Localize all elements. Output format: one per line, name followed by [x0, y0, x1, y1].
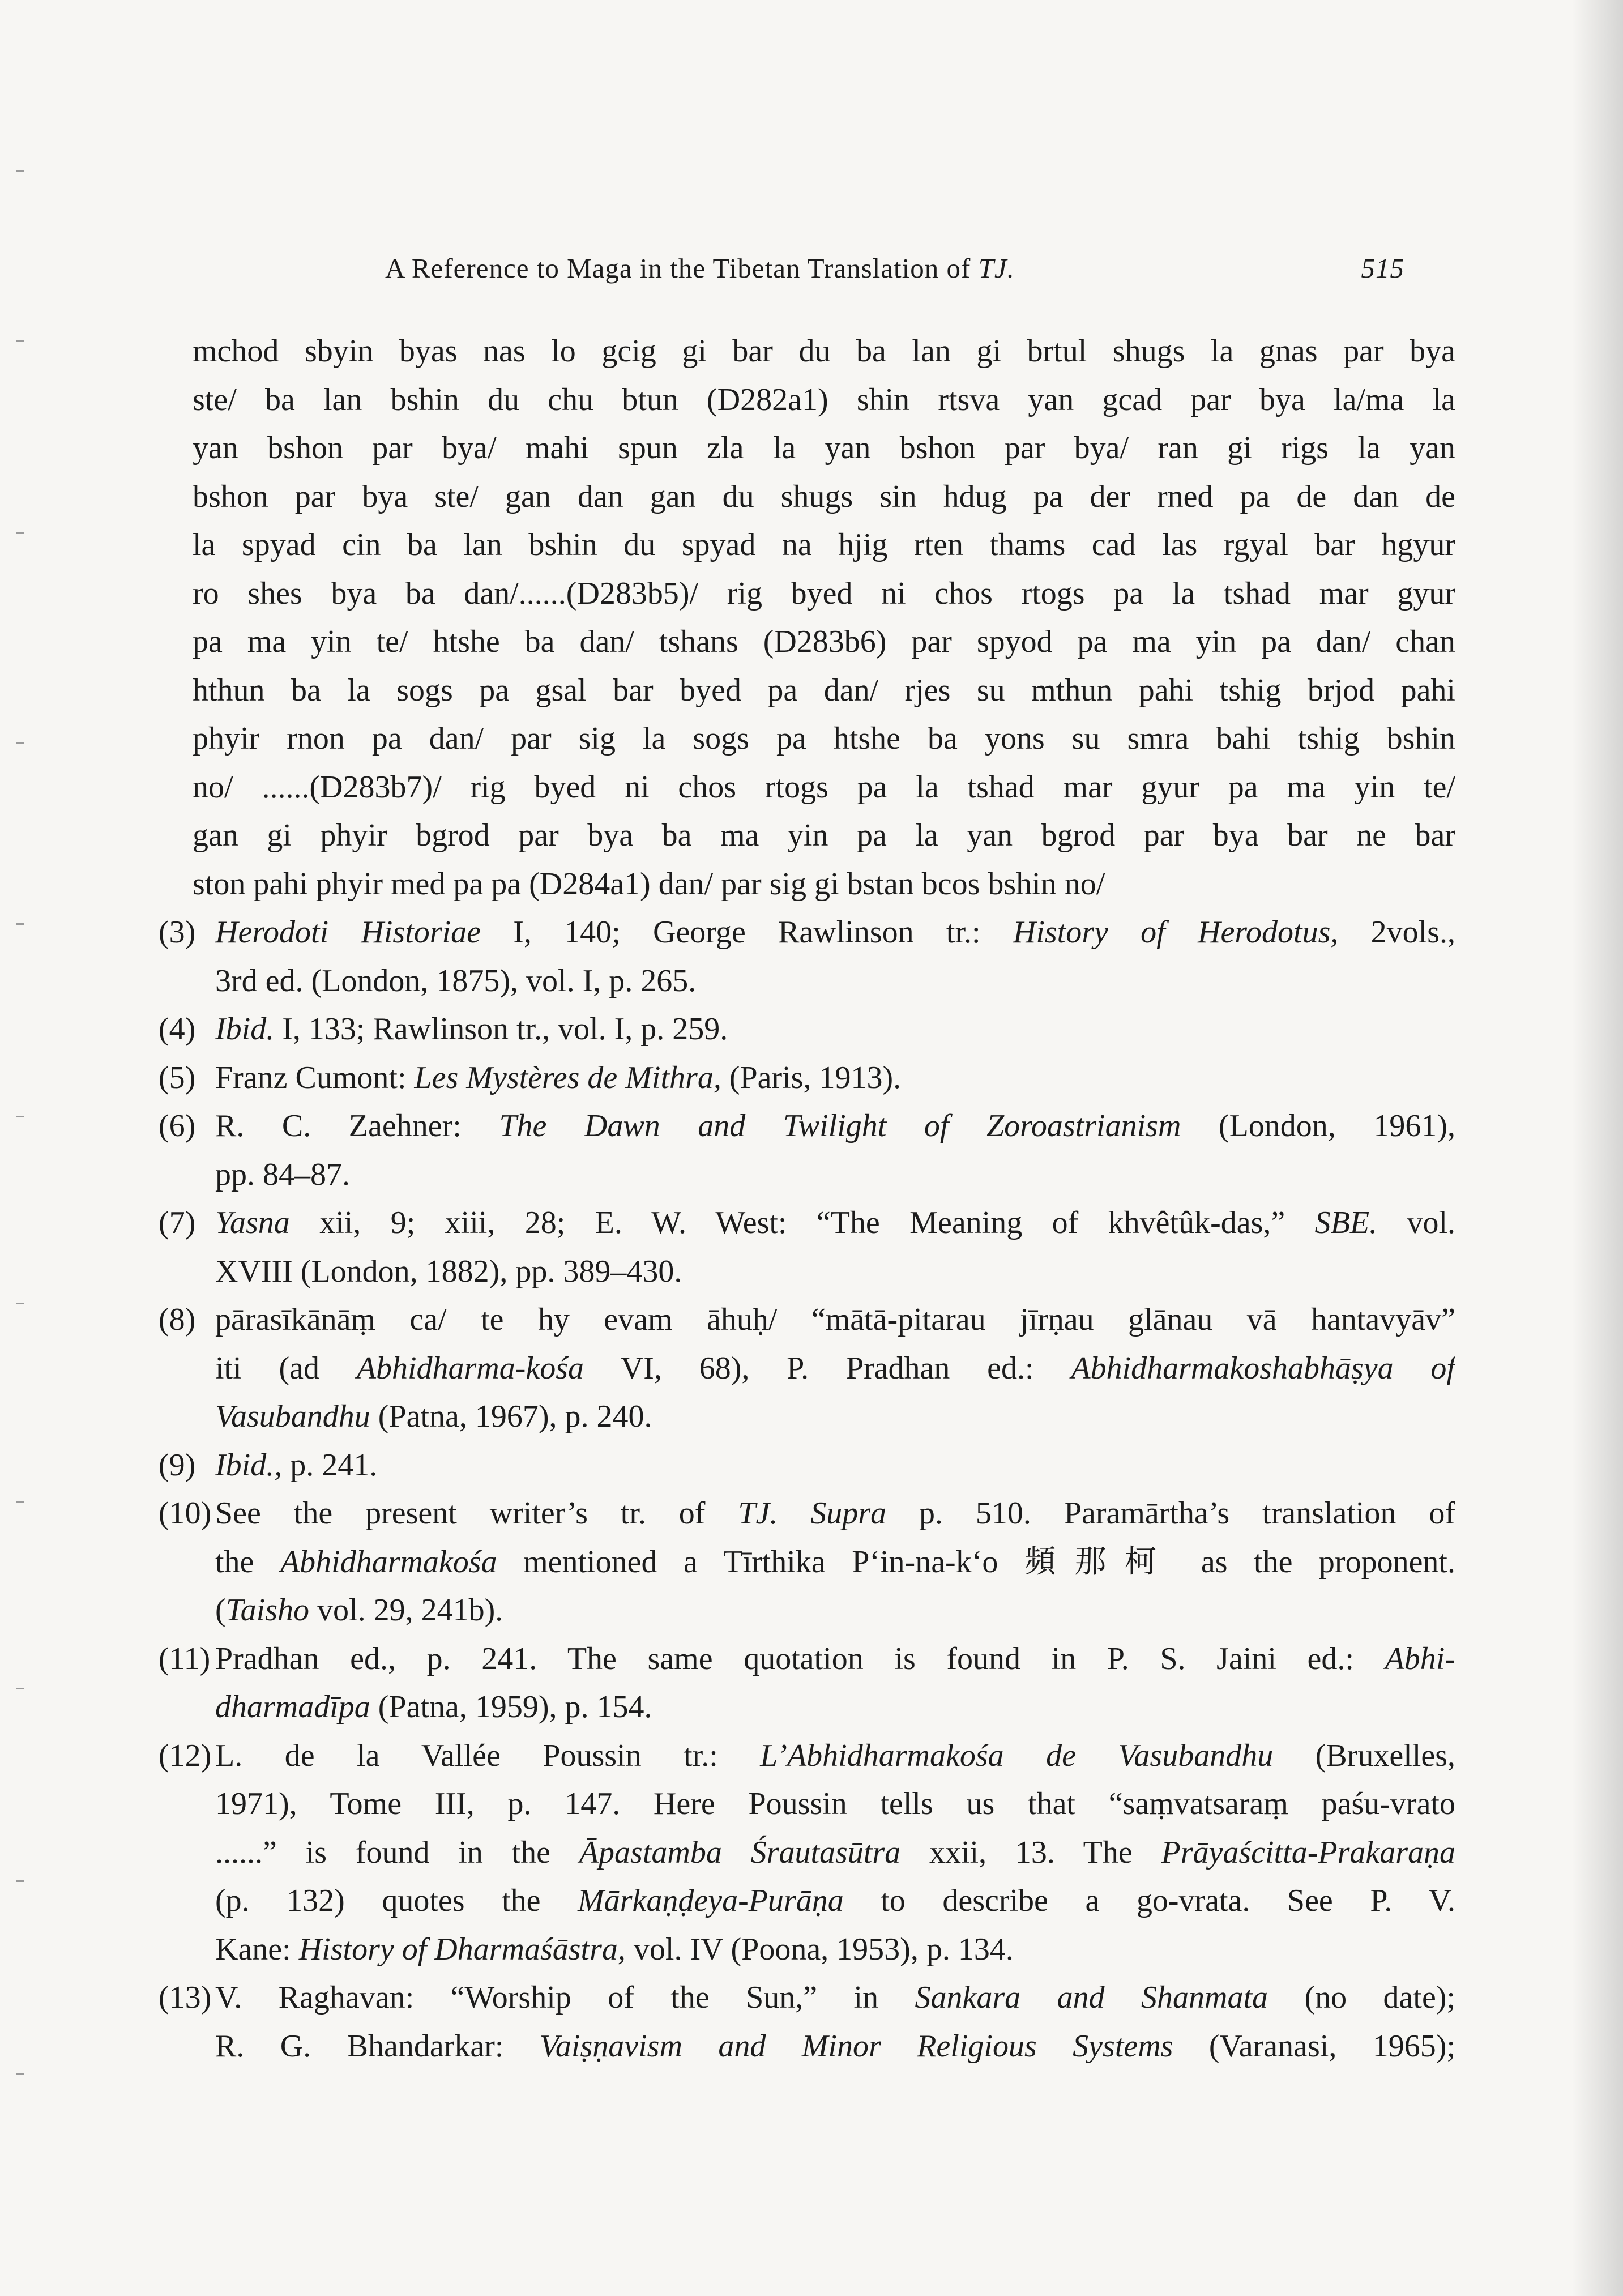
footnote-line: (p. 132) quotes the Mārkaṇḍeya-Purāṇa to describe a go-vrata. See P. V.: [215, 1883, 1455, 1918]
footnote-line: Kane: History of Dharmaśāstra, vol. IV (Poona, 1953), p. 134.: [215, 1931, 1014, 1967]
footnote-number: (4): [159, 1012, 196, 1047]
footnote-line: Yasna xii, 9; xiii, 28; E. W. West: “The Meaning of khvêtûk-das,” SBE. vol.: [215, 1205, 1455, 1240]
footnote-number: (9): [159, 1447, 196, 1483]
page-number: 515: [1361, 253, 1404, 284]
footnote-line: Ibid., p. 241.: [215, 1447, 378, 1483]
footnote-13: [159, 1974, 1455, 2071]
text-line: bshon par bya ste/ gan dan gan du shugs sin hdug pa der rned pa de dan de: [193, 479, 1455, 514]
footnote-line: R. C. Zaehner: The Dawn and Twilight of Zoroastrianism (London, 1961),: [215, 1108, 1455, 1143]
footnote-line: R. G. Bhandarkar: Vaiṣṇavism and Minor Religious Systems (Varanasi, 1965);: [215, 2028, 1455, 2064]
footnote-11: [159, 1635, 1455, 1732]
footnote-number: (6): [159, 1108, 196, 1143]
footnote-12: [159, 1732, 1455, 1974]
footnote-number: (7): [159, 1205, 196, 1240]
binding-marks: [11, 170, 28, 2265]
footnote-9: [159, 1441, 1455, 1490]
footnote-line: L. de la Vallée Poussin tr.: L’Abhidharmakośa de Vasubandhu (Bruxelles,: [215, 1738, 1455, 1773]
footnote-line: iti (ad Abhidharma-kośa VI, 68), P. Pradhan ed.: Abhidharmakoshabhāṣya of: [215, 1350, 1455, 1386]
footnote-line: Vasubandhu (Patna, 1967), p. 240.: [215, 1399, 652, 1434]
footnote-line: pārasīkānāṃ ca/ te hy evam āhuḥ/ “mātā-pitarau jīrṇau glānau vā hantavyāv”: [215, 1302, 1455, 1337]
running-title: A Reference to Maga in the Tibetan Translation of TJ.: [385, 253, 1015, 284]
text-line: ston pahi phyir med pa pa (D284a1) dan/ par sig gi bstan bcos bshin no/: [193, 866, 1105, 902]
text-line: no/ ......(D283b7)/ rig byed ni chos rtogs pa la tshad mar gyur pa ma yin te/: [193, 769, 1455, 805]
text-line: yan bshon par bya/ mahi spun zla la yan bshon par bya/ ran gi rigs la yan: [193, 430, 1455, 466]
footnote-line: See the present writer’s tr. of TJ. Supra p. 510. Paramārtha’s translation of: [215, 1496, 1455, 1531]
footnote-number: (13): [159, 1980, 212, 2015]
footnote-number: (10): [159, 1496, 212, 1531]
page-body: [159, 327, 1455, 2071]
footnote-8: [159, 1296, 1455, 1441]
text-line: ste/ ba lan bshin du chu btun (D282a1) shin rtsva yan gcad par bya la/ma la: [193, 382, 1455, 417]
footnote-number: (11): [159, 1641, 211, 1676]
footnote-line: 3rd ed. (London, 1875), vol. I, p. 265.: [215, 963, 697, 998]
text-line: phyir rnon pa dan/ par sig la sogs pa htshe ba yons su smra bahi tshig bshin: [193, 721, 1455, 756]
footnote-line: pp. 84–87.: [215, 1156, 350, 1192]
footnote-number: (5): [159, 1060, 196, 1095]
footnote-3: [159, 908, 1455, 1005]
text-line: mchod sbyin byas nas lo gcig gi bar du ba lan gi brtul shugs la gnas par bya: [193, 334, 1455, 369]
footnote-line: Herodoti Historiae I, 140; George Rawlinson tr.: History of Herodotus, 2vols.,: [215, 915, 1455, 950]
footnote-line: ......” is found in the Āpastamba Śrautasūtra xxii, 13. The Prāyaścitta-Prakaraṇa: [215, 1834, 1455, 1870]
text-line: gan gi phyir bgrod par bya ba ma yin pa la yan bgrod par bya bar ne bar: [193, 818, 1455, 853]
footnote-4: [159, 1005, 1455, 1054]
footnote-line: XVIII (London, 1882), pp. 389–430.: [215, 1253, 682, 1289]
footnote-line: 1971), Tome III, p. 147. Here Poussin tells us that “saṃvatsaraṃ paśu-vrato: [215, 1786, 1455, 1821]
text-line: la spyad cin ba lan bshin du spyad na hjig rten thams cad las rgyal bar hgyur: [193, 527, 1455, 562]
footnote-number: (8): [159, 1302, 196, 1337]
footnote-line: Ibid. I, 133; Rawlinson tr., vol. I, p. 259.: [215, 1012, 728, 1047]
footnote-6: [159, 1102, 1455, 1199]
footnote-line: dharmadīpa (Patna, 1959), p. 154.: [215, 1689, 652, 1725]
running-header: [385, 252, 1404, 284]
footnote-7: [159, 1199, 1455, 1296]
footnote-line: the Abhidharmakośa mentioned a Tīrthika P‘in-na-k‘o 頻那柯 as the proponent.: [215, 1544, 1455, 1580]
footnote-line: V. Raghavan: “Worship of the Sun,” in Sankara and Shanmata (no date);: [215, 1980, 1455, 2015]
text-line: ro shes bya ba dan/......(D283b5)/ rig byed ni chos rtogs pa la tshad mar gyur: [193, 575, 1455, 611]
footnote-10: [159, 1490, 1455, 1635]
footnote-5: [159, 1054, 1455, 1103]
text-line: pa ma yin te/ htshe ba dan/ tshans (D283b6) par spyod pa ma yin pa dan/ chan: [193, 624, 1455, 659]
footnote-line: Franz Cumont: Les Mystères de Mithra, (Paris, 1913).: [215, 1060, 902, 1095]
tibetan-quotation: [193, 327, 1455, 908]
page-edge-shadow: [1572, 0, 1623, 2296]
footnote-number: (3): [159, 915, 196, 950]
footnote-line: Pradhan ed., p. 241. The same quotation is found in P. S. Jaini ed.: Abhi-: [215, 1641, 1455, 1676]
footnote-number: (12): [159, 1738, 212, 1773]
text-line: hthun ba la sogs pa gsal bar byed pa dan/ rjes su mthun pahi tshig brjod pahi: [193, 672, 1455, 708]
footnote-line: (Taisho vol. 29, 241b).: [215, 1593, 503, 1628]
